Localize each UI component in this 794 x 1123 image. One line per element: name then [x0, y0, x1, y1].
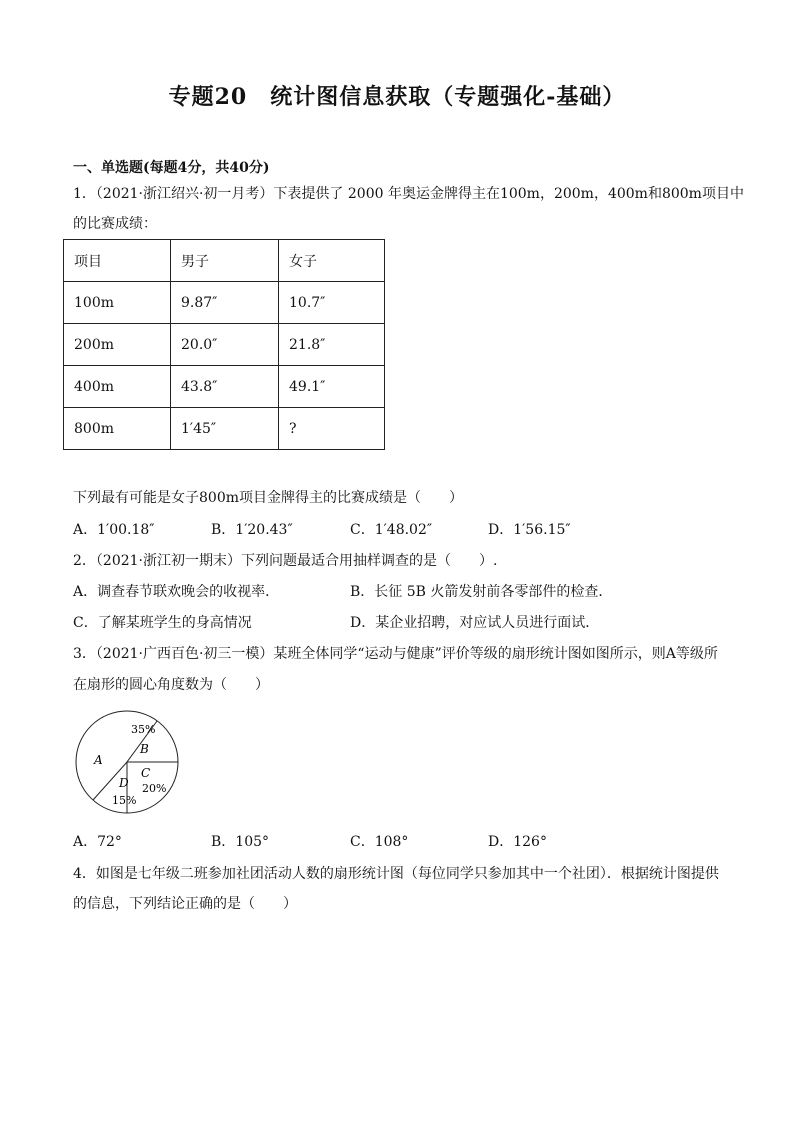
table-cell: 49.1″ — [279, 366, 385, 408]
table-row — [64, 408, 385, 450]
q1-option-a[interactable]: A．1′00.18″ — [73, 522, 155, 538]
q3-option-b[interactable]: B．105° — [211, 834, 270, 850]
q1-option-d[interactable]: D．1′56.15″ — [488, 522, 571, 538]
pie-label-b-percent: 35% — [131, 723, 156, 736]
table-header-cell: 男子 — [171, 240, 279, 282]
table-header-row — [64, 240, 385, 282]
pie-chart — [74, 710, 184, 814]
section-heading: 一、单选题(每题4分，共40分) — [73, 160, 270, 176]
score-table — [63, 239, 385, 450]
pie-label-d: D — [119, 776, 129, 790]
table-cell: 100m — [64, 282, 171, 324]
table-cell: 200m — [64, 324, 171, 366]
table-row — [64, 366, 385, 408]
q4-stem-line2: 的信息，下列结论正确的是（ ） — [73, 896, 297, 912]
table-cell: ? — [279, 408, 385, 450]
pie-label-d-percent: 15% — [112, 794, 137, 807]
table-header-cell: 女子 — [279, 240, 385, 282]
table-header-cell: 项目 — [64, 240, 171, 282]
q4-stem-line1: 4．如图是七年级二班参加社团活动人数的扇形统计图（每位同学只参加其中一个社团）．根据统计图提供 — [73, 866, 719, 882]
table-cell: 21.8″ — [279, 324, 385, 366]
pie-label-a: A — [94, 753, 103, 767]
pie-label-c: C — [141, 766, 151, 780]
table-cell: 800m — [64, 408, 171, 450]
table-cell: 10.7″ — [279, 282, 385, 324]
table-row — [64, 282, 385, 324]
q1-stem-line1: 1．（2021·浙江绍兴·初一月考）下表提供了 2000 年奥运金牌得主在100m，200m，400m和800m项目中 — [73, 186, 744, 202]
q2-stem: 2．（2021·浙江初一期末）下列问题最适合用抽样调查的是（ ）. — [73, 553, 498, 569]
pie-label-b: B — [140, 742, 149, 756]
pie-label-c-percent: 20% — [142, 782, 167, 795]
q2-option-a[interactable]: A．调查春节联欢晚会的收视率． — [73, 584, 280, 600]
q1-question: 下列最有可能是女子800m项目金牌得主的比赛成绩是（ ） — [73, 490, 463, 506]
q3-stem-line1: 3．（2021·广西百色·初三一模）某班全体同学“运动与健康”评价等级的扇形统计图如图所示，则A等级所 — [73, 646, 718, 662]
table-row — [64, 324, 385, 366]
q2-option-b[interactable]: B．长征 5B 火箭发射前各零部件的检查． — [350, 584, 613, 600]
table-cell: 43.8″ — [171, 366, 279, 408]
table-cell: 20.0″ — [171, 324, 279, 366]
table-cell: 9.87″ — [171, 282, 279, 324]
q3-option-a[interactable]: A．72° — [73, 834, 122, 850]
table-cell: 1′45″ — [171, 408, 279, 450]
q1-option-c[interactable]: C．1′48.02″ — [350, 522, 433, 538]
page-title: 专题20 统计图信息获取（专题强化-基础） — [168, 84, 626, 110]
q3-stem-line2: 在扇形的圆心角度数为（ ） — [73, 677, 269, 693]
q1-option-b[interactable]: B．1′20.43″ — [211, 522, 293, 538]
q1-stem-line2: 的比赛成绩： — [73, 216, 157, 232]
q2-option-c[interactable]: C．了解某班学生的身高情况 — [73, 615, 252, 631]
q2-option-d[interactable]: D．某企业招聘，对应试人员进行面试． — [350, 615, 600, 631]
q3-option-d[interactable]: D．126° — [488, 834, 547, 850]
table-cell: 400m — [64, 366, 171, 408]
q3-option-c[interactable]: C．108° — [350, 834, 409, 850]
